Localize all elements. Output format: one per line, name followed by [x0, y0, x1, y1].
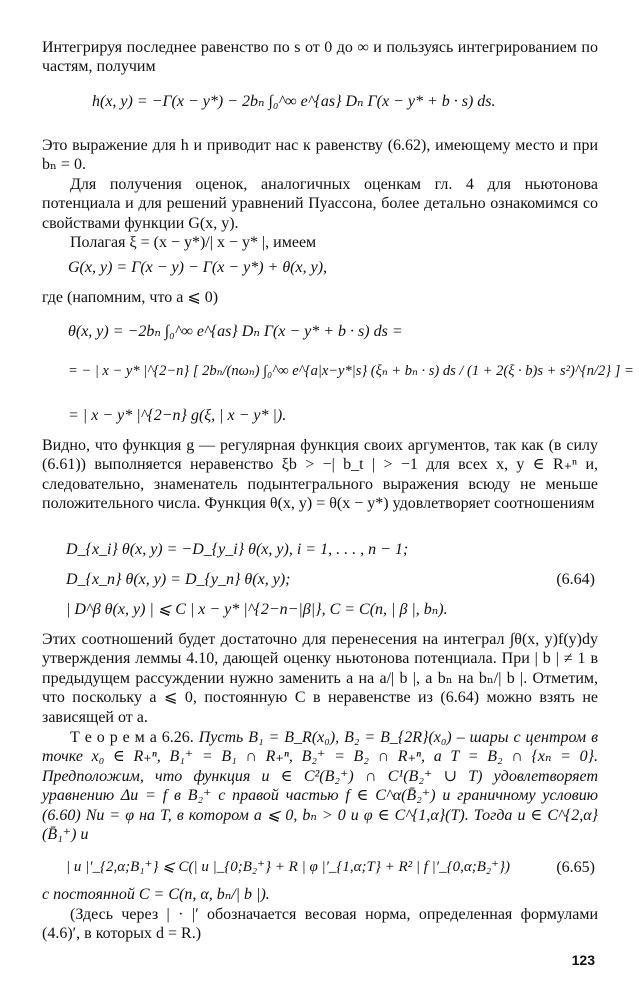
- equation-h: h(x, y) = −Γ(x − y*) − 2bₙ ∫₀^∞ e^{as} Dₙ Γ(x − y* + b · s) ds.: [92, 93, 496, 110]
- paragraph-regular-function: Видно, что функция g — регулярная функция своих аргументов, так как (в силу (6.61)) выполняется неравенство ξb > −| b_t | > −1 для всех x, y ∈ R₊ⁿ и, следовательно, знаменатель подынтегрального выражения всюду не меньше положительного числа. Функция θ(x, y) = θ(x − y*) удовлетворяет соотношениям: [42, 437, 598, 513]
- paragraph-weighted-norm: (Здесь через | · |′ обозначается весовая норма, определенная формулами (4.6)′, в которых d = R.): [42, 906, 598, 943]
- equation-theta-line2: = − | x − y* |^{2−n} [ 2bₙ/(nωₙ) ∫₀^∞ e^{a|x−y*|s} (ξₙ + bₙ · s) ds / (1 + 2(ξ · b)s + s²)^{n/2} ] =: [68, 363, 634, 379]
- equation-green-function: G(x, y) = Γ(x − y) − Γ(x − y*) + θ(x, y),: [68, 259, 328, 276]
- equation-relations-2: D_{x_n} θ(x, y) = D_{y_n} θ(x, y);: [66, 571, 291, 588]
- equation-number-6-65: (6.65): [556, 859, 595, 876]
- theorem-statement: Пусть B₁ = B_R(x₀), B₂ = B_{2R}(x₀) – шары с центром в точке x₀ ∈ R₊ⁿ, B₁⁺ = B₁ ∩ R₊ⁿ, B₂⁺ = B₂ ∩ R₊ⁿ, а T = B₂ ∩ {xₙ = 0}. Предположим, что функция u ∈ C²(B₂⁺) ∩ C¹(B₂⁺ ∪ T) удовлетворяет уравнению Δu = f в B₂⁺ с правой частью f ∈ C^α(B̄₂⁺) и граничному условию (6.60) Nu = φ на T, в котором a ⩽ 0, bₙ > 0 и φ ∈ C^{1,α}(T). Тогда u ∈ C^{2,α}(B̄₁⁺) и: [42, 729, 599, 844]
- page-number: 123: [571, 952, 595, 968]
- paragraph-setting-xi: Полагая ξ = (x − y*)/| x − y* |, имеем: [70, 234, 317, 251]
- equation-theta-line3: = | x − y* |^{2−n} g(ξ, | x − y* |).: [68, 407, 287, 424]
- paragraph-sufficient-relations: Этих соотношений будет достаточно для перенесения на интеграл ∫θ(x, y)f(y)dy утверждения леммы 4.10, дающей оценку ньютонова потенциала. При | b | ≠ 1 в предыдущем рассуждении нужно заменить a на a/| b |, а bₙ на bₙ/| b |. Отметим, что поскольку a ⩽ 0, постоянную C в неравенстве из (6.64) можно взять не зависящей от a.: [42, 631, 599, 726]
- paragraph-integration: Интегрируя последнее равенство по s от 0 до ∞ и пользуясь интегрированием по частям, получим: [42, 39, 598, 76]
- equation-estimate: | u |′_{2,α;B₁⁺} ⩽ C(| u |_{0;B₂⁺} + R | φ |′_{1,α;T} + R² | f |′_{0,α;B₂⁺}): [66, 859, 510, 875]
- equation-relations-3: | D^β θ(x, y) | ⩽ C | x − y* |^{2−n−|β|}, C = C(n, | β |, bₙ).: [66, 601, 448, 618]
- equation-number-6-64: (6.64): [556, 571, 595, 588]
- equation-relations-1: D_{x_i} θ(x, y) = −D_{y_i} θ(x, y), i = 1, . . . , n − 1;: [66, 541, 409, 558]
- theorem-label: Т е о р е м а 6.26.: [70, 729, 194, 746]
- paragraph-recall-a: где (напомним, что a ⩽ 0): [42, 289, 219, 306]
- paragraph-estimates: Для получения оценок, аналогичных оценкам гл. 4 для ньютонова потенциала и для решений уравнений Пуассона, более детально ознакомимся со свойствами функции G(x, y).: [42, 176, 598, 232]
- theorem-6-26: [42, 728, 598, 844]
- paragraph-expression: Это выражение для h и приводит нас к равенству (6.62), имеющему место и при bₙ = 0.: [42, 137, 598, 174]
- paragraph-constant: с постоянной C = C(n, α, bₙ/| b |).: [42, 886, 270, 903]
- equation-theta-line1: θ(x, y) = −2bₙ ∫₀^∞ e^{as} Dₙ Γ(x − y* + b · s) ds =: [68, 323, 403, 340]
